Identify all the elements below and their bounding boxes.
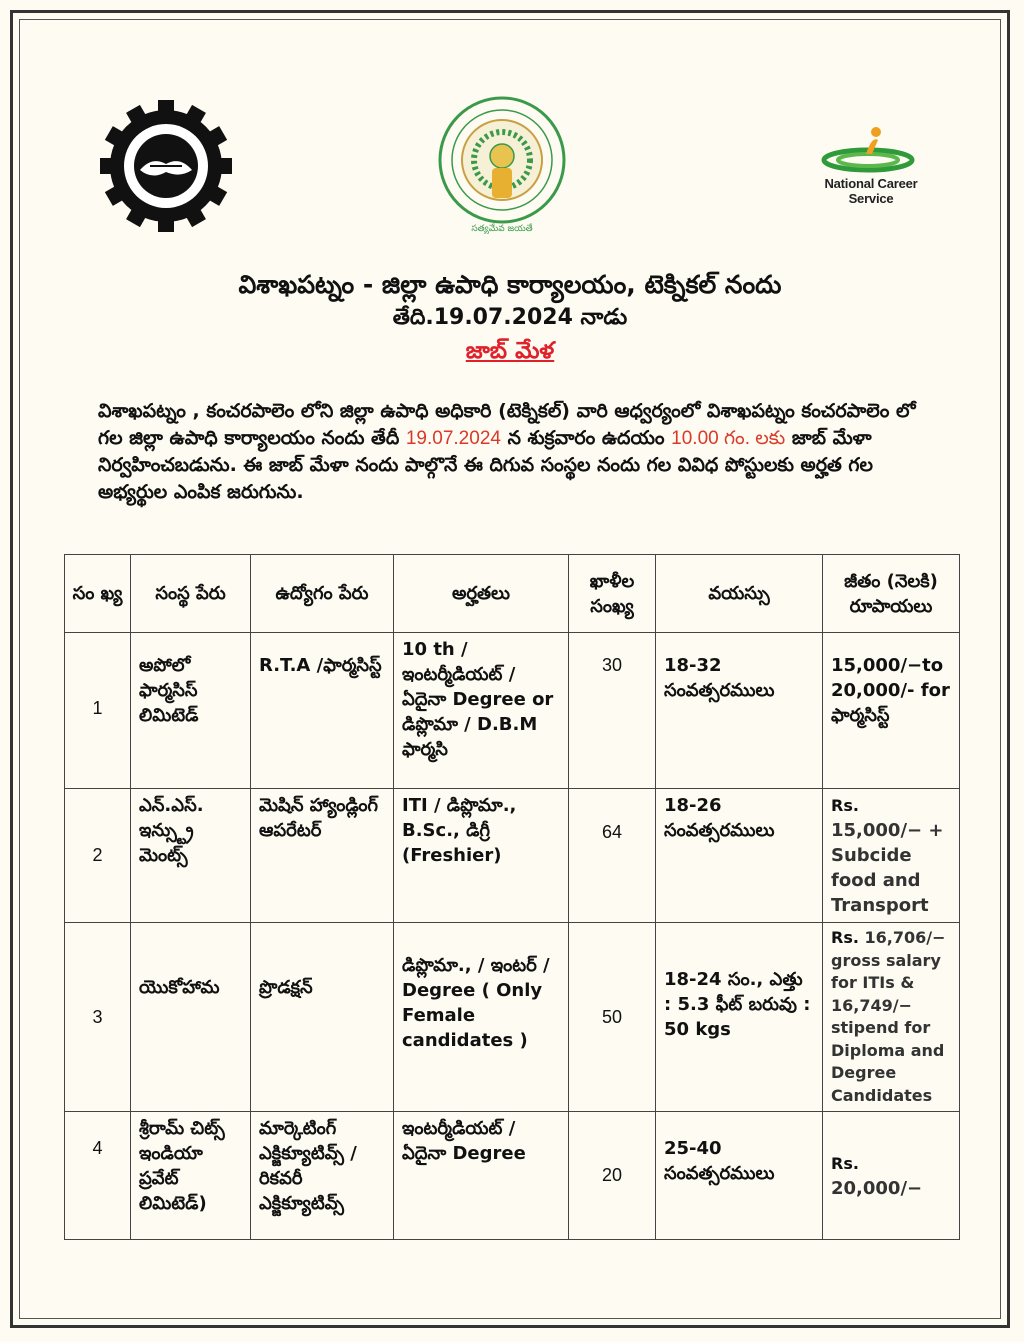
row-company: అపోలో ఫార్మసిస్ లిమిటెడ్ <box>131 633 251 789</box>
row-vacancies: 20 <box>569 1112 656 1240</box>
row-salary-rs: Rs. <box>831 796 859 815</box>
header-sno: సం ఖ్య <box>65 555 131 633</box>
row-qualification: ITI / డిప్లొమా., B.Sc., డిగ్రీ (Freshier) <box>394 789 569 923</box>
table-row <box>65 1112 960 1240</box>
intro-time: 10.00 గం. లకు <box>671 427 786 449</box>
row-salary: 16,706/− gross salary for ITIs & 16,749/− stipend for Diploma and Degree Candidates <box>831 928 946 1105</box>
row-salary-rs: Rs. <box>831 1153 859 1173</box>
row-company: యొకోహామ <box>131 923 251 1112</box>
row-salary-cell <box>823 789 960 923</box>
title-office: విశాఖపట్నం - జిల్లా ఉపాధి కార్యాలయం, టెక్నికల్ నందు <box>238 270 782 299</box>
row-sno: 1 <box>65 633 131 789</box>
row-sno: 3 <box>65 923 131 1112</box>
header-salary: జీతం (నెలకి) రూపాయలు <box>823 555 960 633</box>
jobs-table <box>64 554 960 1240</box>
row-sno: 2 <box>65 789 131 923</box>
header-qualification: అర్హతలు <box>394 555 569 633</box>
row-vacancies: 30 <box>569 633 656 789</box>
table-row <box>65 789 960 923</box>
intro-text-3: జాబ్ మేళా నిర్వహించబడును. ఈ జాబ్ మేళా నందు పాల్గొనే ఈ దిగువ సంస్థల నందు గల వివిధ పోస్టులకు అర్హత గల అభ్యర్థుల ఎంపిక జరుగును. <box>98 426 873 503</box>
row-age: 18-26 సంవత్సరములు <box>656 789 823 923</box>
row-job: ప్రొడక్షన్ <box>251 923 394 1112</box>
row-salary-cell <box>823 923 960 1112</box>
row-salary: 15,000/− + Subcide food and Transport <box>831 820 944 916</box>
intro-date: 19.07.2024 <box>405 427 501 449</box>
row-qualification: 10 th /ఇంటర్మీడియట్ / ఏదైనా Degree or డిప్లొమా / D.B.M ఫార్మసి <box>394 633 569 789</box>
row-salary: 15,000/−to 20,000/- for ఫార్మసిస్ట్ <box>823 633 960 789</box>
row-salary: 20,000/− <box>831 1177 923 1199</box>
row-sno: 4 <box>65 1112 131 1240</box>
ncs-label: National Career Service <box>824 176 918 206</box>
row-age: 18-32 సంవత్సరములు <box>656 633 823 789</box>
row-salary-rs: Rs. <box>831 928 859 947</box>
row-company: శ్రీరామ్ చిట్స్ ఇండియా ప్రవేట్ లిమిటెడ్) <box>131 1112 251 1240</box>
intro-text-1: విశాఖపట్నం , కంచరపాలెం లోని జిల్లా ఉపాధి అధికారి (టెక్నికల్) వారి ఆధ్వర్యంలో విశాఖపట్నం కంచరపాలెం లో గల జిల్లా ఉపాధి కార్యాలయం నందు తేదీ <box>98 400 916 449</box>
row-qualification: ఇంటర్మీడియట్ / ఏదైనా Degree <box>394 1112 569 1240</box>
row-job: మార్కెటింగ్ ఎక్జిక్యూటివ్స్ / రికవరీ ఎక్జిక్యూటివ్స్ <box>251 1112 394 1240</box>
header-age: వయస్సు <box>656 555 823 633</box>
header-job: ఉద్యోగం పేరు <box>251 555 394 633</box>
row-vacancies: 64 <box>569 789 656 923</box>
title-job-mela: జాబ్ మేళ <box>465 338 555 364</box>
svg-text:సత్యమేవ జయతే: సత్యమేవ జయతే <box>471 224 533 234</box>
andhra-pradesh-emblem <box>436 94 568 234</box>
employment-services-logo <box>100 100 232 232</box>
intro-text-2: న శుక్రవారం ఉదయం <box>500 426 672 449</box>
row-company: ఎన్.ఎస్. ఇన్స్ట్రు మెంట్స్ <box>131 789 251 923</box>
header-vacancies: ఖాళీల సంఖ్య <box>569 555 656 633</box>
header-company: సంస్థ పేరు <box>131 555 251 633</box>
row-job: మెషిన్ హ్యాండ్లింగ్ ఆపరేటర్ <box>251 789 394 923</box>
row-vacancies: 50 <box>569 923 656 1112</box>
table-header-row <box>65 555 960 633</box>
title-date: తేది.19.07.2024 నాడు <box>392 305 628 330</box>
row-salary-cell <box>823 1112 960 1240</box>
national-career-service-logo <box>806 120 956 210</box>
intro-paragraph <box>98 398 918 505</box>
row-age: 18-24 సం., ఎత్తు : 5.3 ఫీట్ బరువు : 50 kgs <box>656 923 823 1112</box>
row-job: R.T.A /ఫార్మసిస్ట్ <box>251 633 394 789</box>
row-qualification: డిప్లొమా., / ఇంటర్ / Degree ( Only Female candidates ) <box>394 923 569 1112</box>
table-row <box>65 633 960 789</box>
table-row <box>65 923 960 1112</box>
row-age: 25-40 సంవత్సరములు <box>656 1112 823 1240</box>
